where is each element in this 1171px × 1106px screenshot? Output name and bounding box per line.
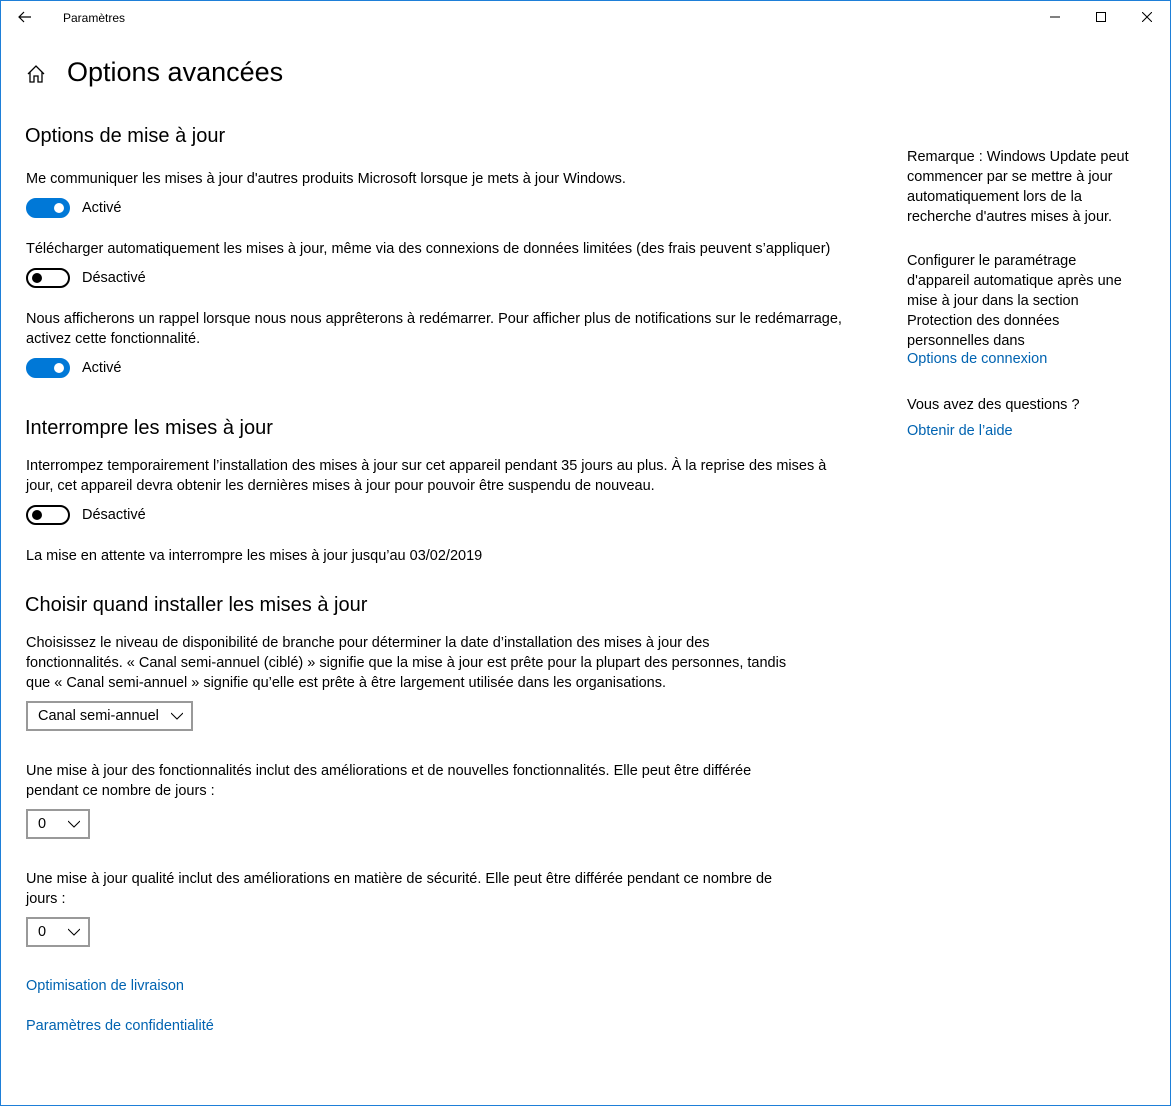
close-icon (1142, 12, 1152, 22)
restart-reminder-state: Activé (82, 360, 122, 376)
privacy-settings-link[interactable]: Paramètres de confidentialité (26, 1018, 214, 1034)
branch-text-line2: fonctionnalités. « Canal semi-annuel (ciblé) » signifie que la mise à jour est prête pour la plupart des personnes, tandis (26, 655, 787, 671)
close-button[interactable] (1124, 1, 1170, 33)
side-note-line1: Remarque : Windows Update peut (907, 149, 1129, 165)
side-config-line2: d'appareil automatique après une (907, 273, 1122, 289)
pause-until-text: La mise en attente va interrompre les mises à jour jusqu’au 03/02/2019 (26, 548, 483, 564)
back-button[interactable] (9, 3, 41, 31)
feature-deferral-text-line2: pendant ce nombre de jours : (26, 783, 215, 799)
restart-reminder-text-line2: activez cette fonctionnalité. (26, 331, 201, 347)
metered-download-toggle[interactable] (26, 268, 70, 288)
microsoft-products-state: Activé (82, 200, 122, 216)
chevron-down-icon (171, 711, 183, 721)
side-note-line2: commencer par se mettre à jour (907, 169, 1113, 185)
metered-download-state: Désactivé (82, 270, 146, 286)
pause-updates-toggle[interactable] (26, 505, 70, 525)
minimize-button[interactable] (1032, 1, 1078, 33)
sign-in-options-link[interactable]: Options de connexion (907, 351, 1048, 367)
pause-text-line1: Interrompez temporairement l’installation des mises à jour sur cet appareil pendant 35 jours au plus. À la reprise des mises à (26, 458, 827, 474)
chevron-down-icon (68, 819, 80, 829)
microsoft-products-text: Me communiquer les mises à jour d'autres produits Microsoft lorsque je mets à jour Windows. (26, 171, 626, 187)
page-title: Options avancées (67, 57, 284, 87)
restart-reminder-toggle[interactable] (26, 358, 70, 378)
feature-deferral-select[interactable] (26, 809, 90, 839)
choose-when-heading: Choisir quand installer les mises à jour (25, 594, 368, 616)
side-note-line3: automatiquement lors de la (907, 189, 1082, 205)
quality-deferral-text-line1: Une mise à jour qualité inclut des améliorations en matière de sécurité. Elle peut être différée pendant ce nombre de (26, 871, 773, 887)
branch-text-line1: Choisissez le niveau de disponibilité de branche pour déterminer la date d’installation des mises à jour des (26, 635, 710, 651)
home-icon (25, 63, 47, 85)
feature-deferral-value: 0 (38, 816, 47, 832)
quality-deferral-select[interactable] (26, 917, 90, 947)
pause-updates-heading: Interrompre les mises à jour (25, 417, 273, 439)
title-bar (1, 1, 1170, 33)
side-config-line5: personnelles dans (907, 333, 1025, 349)
side-config-line1: Configurer le paramétrage (907, 253, 1077, 269)
maximize-button[interactable] (1078, 1, 1124, 33)
restart-reminder-text-line1: Nous afficherons un rappel lorsque nous nous apprêterons à redémarrer. Pour afficher plus de notifications sur le redémarrage, (26, 311, 842, 327)
app-title: Paramètres (63, 11, 126, 25)
side-config-line3: mise à jour dans la section (907, 293, 1079, 309)
maximize-icon (1096, 12, 1106, 22)
update-options-heading: Options de mise à jour (25, 125, 226, 147)
branch-readiness-select[interactable] (26, 701, 193, 731)
toggle-knob (54, 363, 64, 373)
side-config-line4: Protection des données (907, 313, 1060, 329)
metered-download-text: Télécharger automatiquement les mises à jour, même via des connexions de données limitées (des frais peuvent s’appliquer) (26, 241, 831, 257)
minimize-icon (1050, 12, 1060, 22)
get-help-link[interactable]: Obtenir de l’aide (907, 423, 1013, 439)
side-note-line4: recherche d'autres mises à jour. (907, 209, 1113, 225)
arrow-left-icon (18, 11, 32, 23)
toggle-knob (54, 203, 64, 213)
pause-text-line2: jour, cet appareil devra obtenir les dernières mises à jour pour pouvoir être suspendu de nouveau. (26, 478, 655, 494)
chevron-down-icon (68, 927, 80, 937)
branch-readiness-value: Canal semi-annuel (38, 708, 159, 724)
quality-deferral-value: 0 (38, 924, 47, 940)
microsoft-products-toggle[interactable] (26, 198, 70, 218)
pause-updates-state: Désactivé (82, 507, 146, 523)
home-button[interactable] (25, 63, 47, 85)
window-controls (1032, 1, 1170, 33)
feature-deferral-text-line1: Une mise à jour des fonctionnalités inclut des améliorations et de nouvelles fonctionnalités. Elle peut être différée (26, 763, 752, 779)
branch-text-line3: que « Canal semi-annuel » signifie qu’elle est prête à être largement utilisée dans les organisations. (26, 675, 666, 691)
delivery-optimization-link[interactable]: Optimisation de livraison (26, 978, 184, 994)
side-questions: Vous avez des questions ? (907, 397, 1080, 413)
toggle-knob (32, 510, 42, 520)
quality-deferral-text-line2: jours : (26, 891, 66, 907)
toggle-knob (32, 273, 42, 283)
